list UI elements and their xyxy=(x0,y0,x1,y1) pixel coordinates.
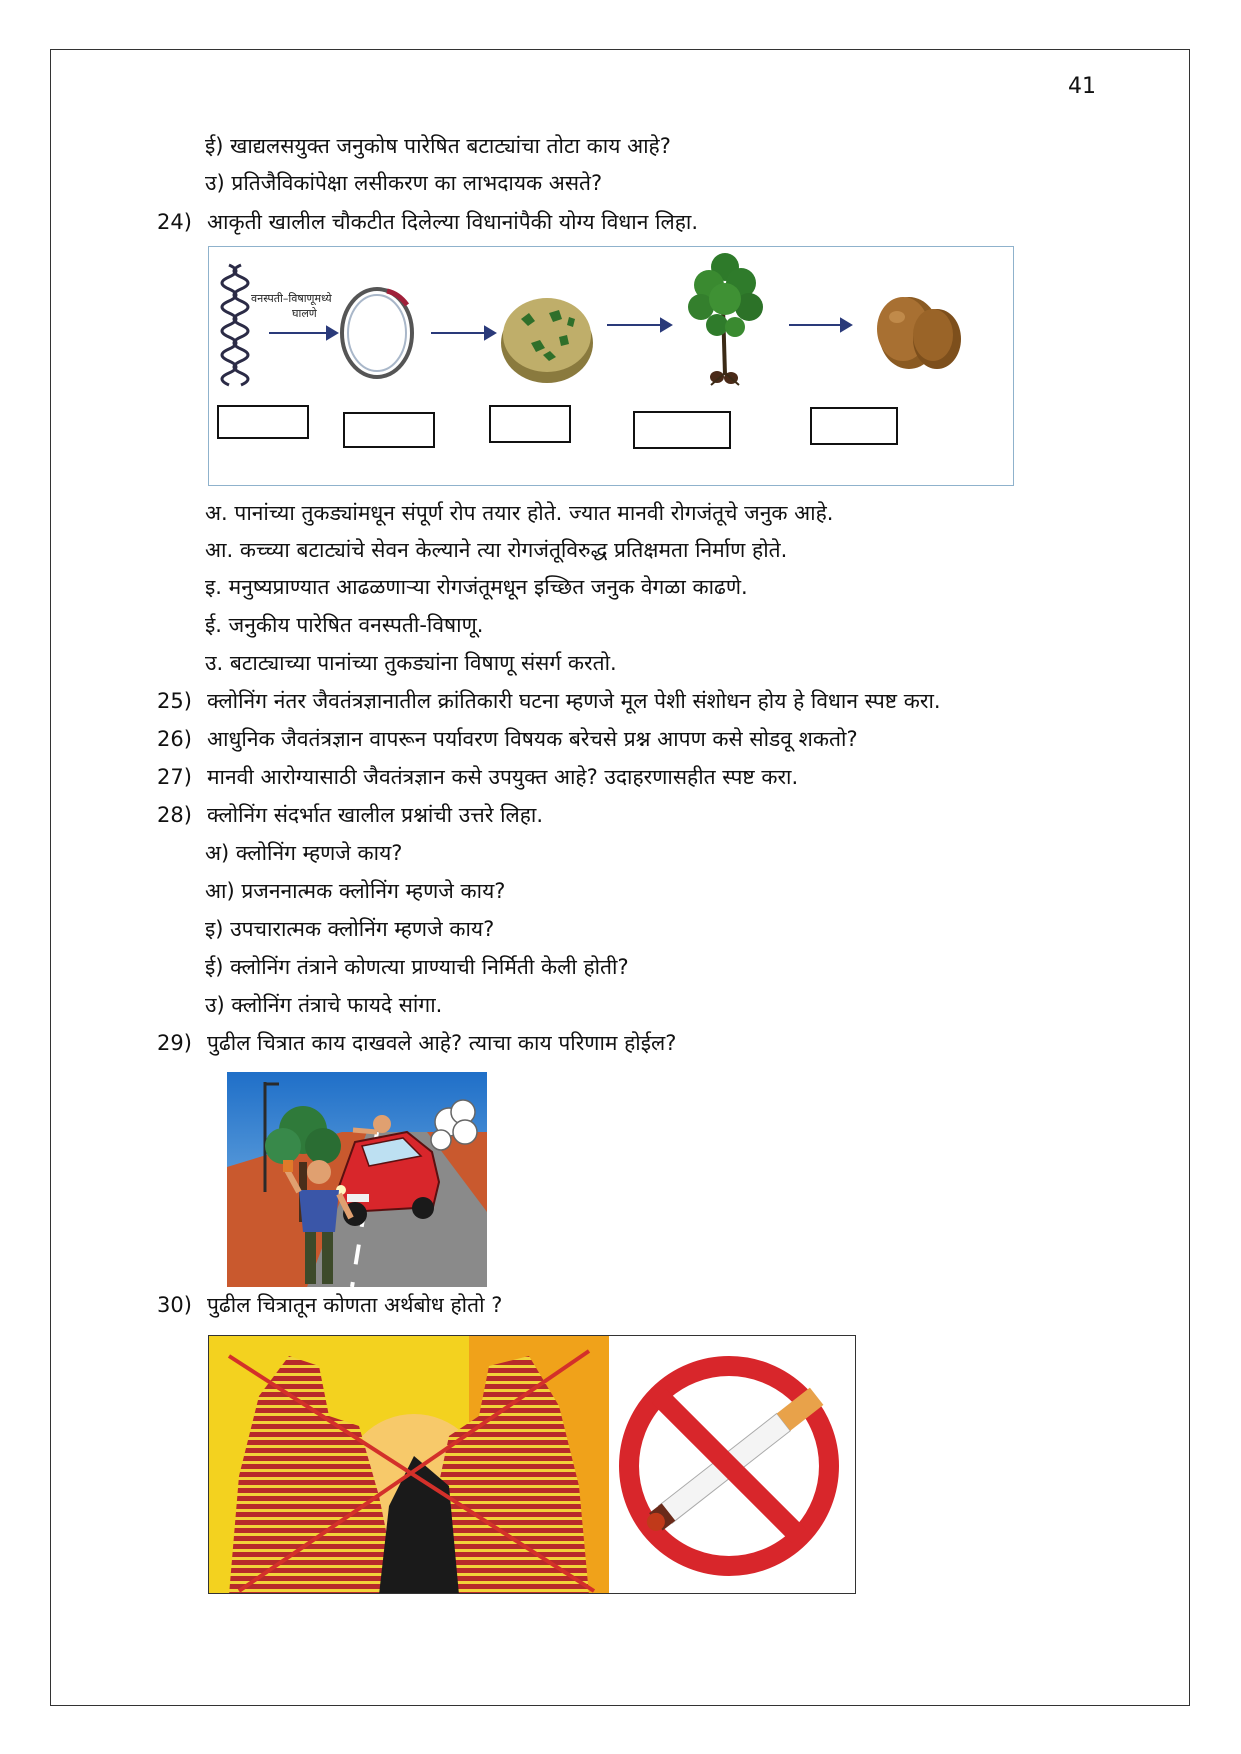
potato-plant-icon xyxy=(688,253,763,385)
answer-box-1[interactable] xyxy=(217,405,309,439)
answer-box-3[interactable] xyxy=(489,405,571,443)
question-28-number: 28) xyxy=(157,803,192,827)
plasmid-ring-icon xyxy=(342,289,412,377)
answer-box-2[interactable] xyxy=(343,412,435,448)
question-26-number: 26) xyxy=(157,727,192,751)
petri-dish-leaf-pieces-icon xyxy=(501,298,593,383)
figure-label-line-1: वनस्पती–विषाणूमध्ये xyxy=(251,292,332,305)
question-26-text: आधुनिक जैवतंत्रज्ञान वापरून पर्यावरण विषयक बरेचसे प्रश्न आपण कसे सोडवू शकतो? xyxy=(207,727,858,751)
question-29-text: पुढील चित्रात काय दाखवले आहे? त्याचा काय परिणाम होईल? xyxy=(207,1031,677,1055)
car-pollution-illustration xyxy=(227,1072,487,1287)
question-29-figure xyxy=(227,1072,487,1287)
no-smoking-sign-icon xyxy=(629,1366,829,1566)
question-24-figure xyxy=(208,246,1014,486)
potatoes-icon xyxy=(877,297,961,369)
arrow-right-icon xyxy=(269,327,337,339)
smokers-silhouettes-panel xyxy=(209,1336,609,1594)
question-28-text: क्लोनिंग संदर्भात खालील प्रश्नांची उत्तरे लिहा. xyxy=(207,803,544,827)
question-25-text: क्लोनिंग नंतर जैवतंत्रज्ञानातील क्रांतिकारी घटना म्हणजे मूल पेशी संशोधन होय हे विधान स्पष्ट करा. xyxy=(207,689,941,713)
dna-helix-icon xyxy=(222,265,248,385)
question-30-number: 30) xyxy=(157,1293,192,1317)
answer-box-5[interactable] xyxy=(810,407,898,445)
question-30-text: पुढील चित्रातून कोणता अर्थबोध होतो ? xyxy=(207,1293,503,1317)
question-28-sub-a: अ) क्लोनिंग म्हणजे काय? xyxy=(205,841,403,865)
question-28-sub-i: इ) उपचारात्मक क्लोनिंग म्हणजे काय? xyxy=(205,917,495,941)
potato-vaccine-process-diagram xyxy=(209,247,1015,487)
answer-box-4[interactable] xyxy=(633,411,731,449)
question-27-number: 27) xyxy=(157,765,192,789)
page-number: 41 xyxy=(1068,74,1096,99)
intro-item-1: ई) खाद्यलसयुक्त जनुकोष पारेषित बटाट्यांचा तोटा काय आहे? xyxy=(205,134,671,158)
question-28-sub-ii: ई) क्लोनिंग तंत्राने कोणत्या प्राण्याची निर्मिती केली होती? xyxy=(205,955,629,979)
arrow-right-icon xyxy=(607,319,671,331)
option-ii: ई. जनुकीय पारेषित वनस्पती-विषाणू. xyxy=(205,613,484,637)
question-29-number: 29) xyxy=(157,1031,192,1055)
anti-smoking-illustration xyxy=(209,1336,856,1594)
arrow-right-icon xyxy=(789,319,851,331)
option-i: इ. मनुष्यप्राण्यात आढळणाऱ्या रोगजंतूमधून इच्छित जनुक वेगळा काढणे. xyxy=(205,575,748,599)
question-24-number: 24) xyxy=(157,210,192,234)
question-28-sub-aa: आ) प्रजननात्मक क्लोनिंग म्हणजे काय? xyxy=(205,879,506,903)
question-25-number: 25) xyxy=(157,689,192,713)
intro-item-2: उ) प्रतिजैविकांपेक्षा लसीकरण का लाभदायक असते? xyxy=(205,171,603,195)
question-24-text: आकृती खालील चौकटीत दिलेल्या विधानांपैकी योग्य विधान लिहा. xyxy=(207,210,699,234)
option-a: अ. पानांच्या तुकड्यांमधून संपूर्ण रोप तयार होते. ज्यात मानवी रोगजंतूचे जनुक आहे. xyxy=(205,501,834,525)
question-30-figure xyxy=(208,1335,856,1594)
figure-label-line-2: घालणे xyxy=(292,307,317,320)
question-27-text: मानवी आरोग्यासाठी जैवतंत्रज्ञान कसे उपयुक्त आहे? उदाहरणासहीत स्पष्ट करा. xyxy=(207,765,799,789)
option-aa: आ. कच्च्या बटाट्यांचे सेवन केल्याने त्या रोगजंतूविरुद्ध प्रतिक्षमता निर्माण होते. xyxy=(205,538,788,562)
option-u: उ. बटाट्याच्या पानांच्या तुकड्यांना विषाणू संसर्ग करतो. xyxy=(205,651,617,675)
arrow-right-icon xyxy=(431,327,495,339)
question-28-sub-u: उ) क्लोनिंग तंत्राचे फायदे सांगा. xyxy=(205,993,443,1017)
